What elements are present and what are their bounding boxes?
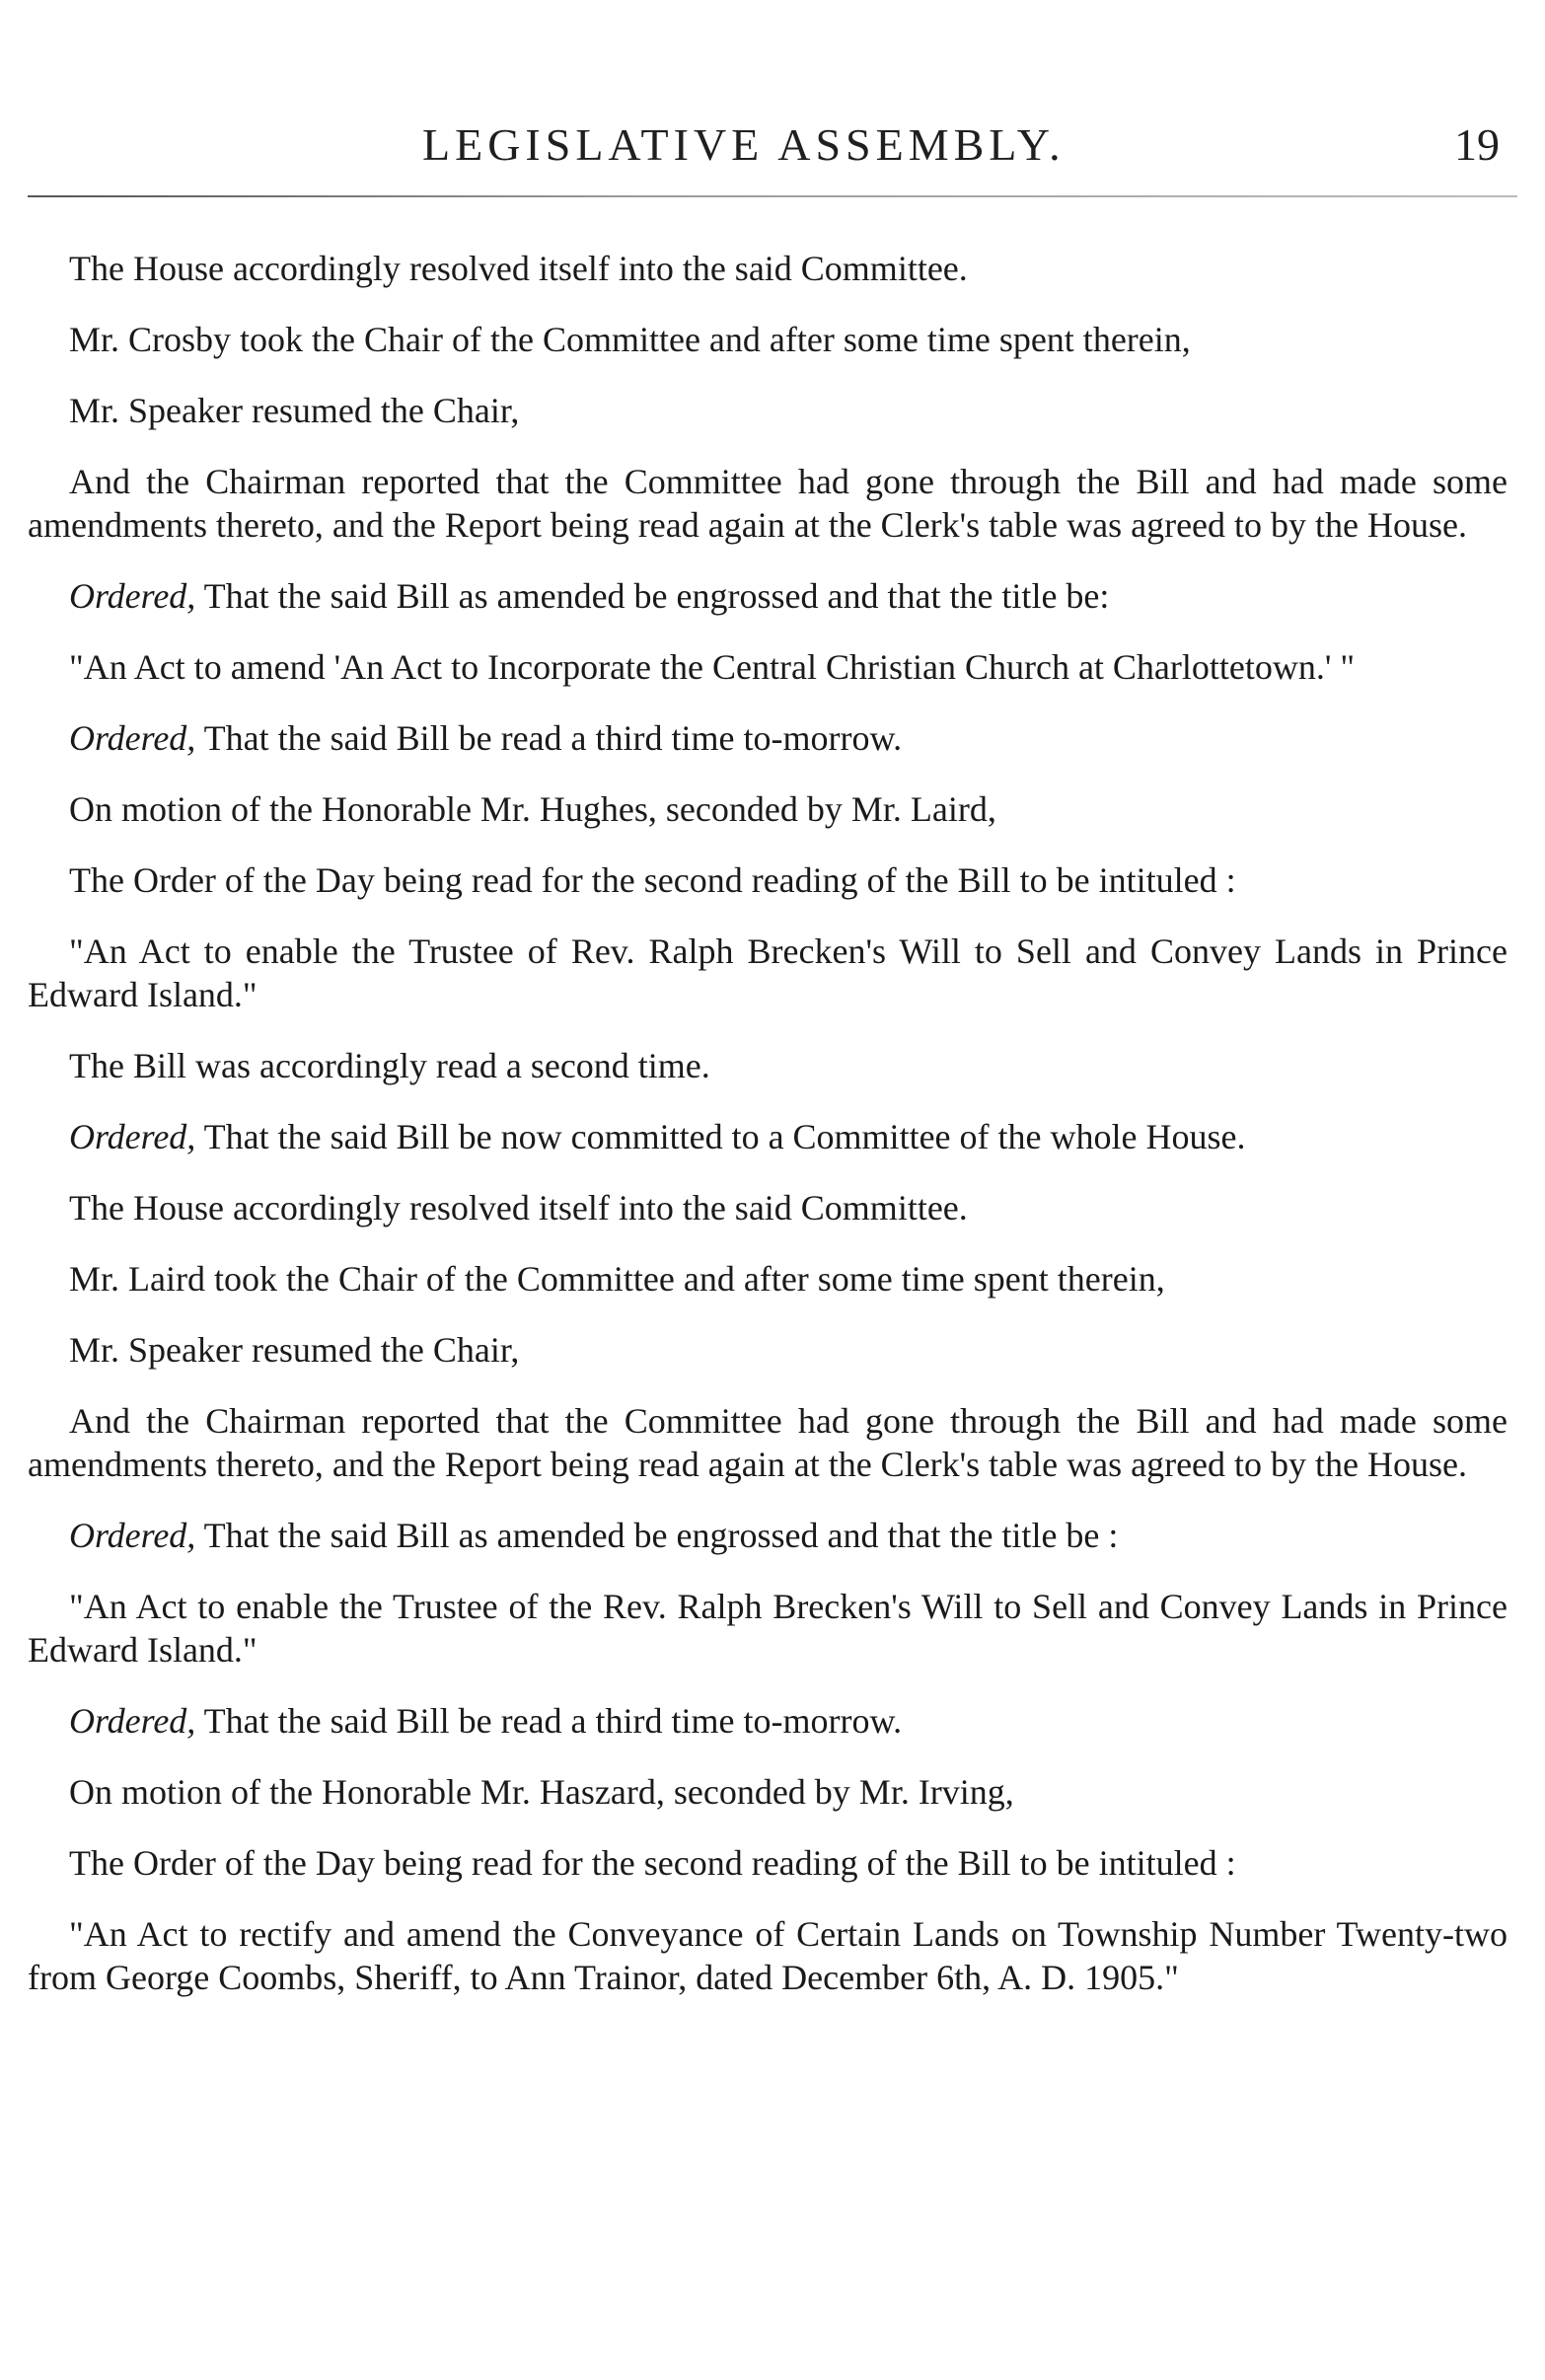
paragraph-text: The Order of the Day being read for the second reading of the Bill to be intituled :	[69, 860, 1236, 900]
ordered-paragraph	[28, 1514, 1508, 1557]
paragraph-text: That the said Bill be read a third time to-morrow.	[195, 718, 903, 758]
paragraph-text: The Bill was accordingly read a second time.	[69, 1046, 710, 1085]
paragraph-text: Mr. Laird took the Chair of the Committee and after some time spent therein,	[69, 1259, 1165, 1299]
paragraph	[28, 389, 1508, 432]
paragraph-text: Mr. Speaker resumed the Chair,	[69, 391, 520, 430]
ordered-label: Ordered,	[69, 576, 196, 616]
paragraph	[28, 1044, 1508, 1087]
paragraph	[28, 1257, 1508, 1301]
bill-title-quote	[28, 645, 1508, 689]
bill-title-quote	[28, 1912, 1508, 1999]
running-title: LEGISLATIVE ASSEMBLY.	[422, 119, 1066, 170]
paragraph-text: "An Act to amend 'An Act to Incorporate the Central Christian Church at Charlottetown.' "	[69, 647, 1356, 687]
paragraph-text: The Order of the Day being read for the second reading of the Bill to be intituled :	[69, 1843, 1236, 1883]
ordered-label: Ordered,	[69, 1117, 196, 1156]
body-text	[28, 247, 1508, 2027]
ordered-paragraph	[28, 1115, 1508, 1158]
page-header	[28, 109, 1508, 178]
paragraph-text: Mr. Speaker resumed the Chair,	[69, 1330, 520, 1370]
paragraph-text: And the Chairman reported that the Committee had gone through the Bill and had made some amendments thereto, and the Report being read again at the Clerk's table was agreed to by the House.	[28, 1401, 1508, 1484]
paragraph-text: And the Chairman reported that the Committee had gone through the Bill and had made some amendments thereto, and the Report being read again at the Clerk's table was agreed to by the House.	[28, 462, 1508, 545]
paragraph-text: On motion of the Honorable Mr. Haszard, seconded by Mr. Irving,	[69, 1772, 1014, 1812]
ordered-paragraph	[28, 1699, 1508, 1743]
paragraph-text: That the said Bill be read a third time to-morrow.	[195, 1701, 903, 1741]
paragraph	[28, 1399, 1508, 1486]
bill-title-quote	[28, 1585, 1508, 1672]
paragraph	[28, 1186, 1508, 1229]
paragraph	[28, 460, 1508, 547]
ordered-paragraph	[28, 574, 1508, 618]
paragraph-text: "An Act to rectify and amend the Conveyance of Certain Lands on Township Number Twenty-two from George Coombs, Sheriff, to Ann Trainor, dated December 6th, A. D. 1905."	[28, 1914, 1508, 1997]
paragraph	[28, 318, 1508, 361]
paragraph-text: On motion of the Honorable Mr. Hughes, seconded by Mr. Laird,	[69, 789, 996, 829]
paragraph	[28, 1328, 1508, 1372]
paragraph	[28, 247, 1508, 290]
paragraph-text: The House accordingly resolved itself into the said Committee.	[69, 249, 968, 288]
paragraph	[28, 787, 1508, 831]
paragraph-text: That the said Bill be now committed to a Committee of the whole House.	[195, 1117, 1246, 1156]
paragraph-text: "An Act to enable the Trustee of the Rev. Ralph Brecken's Will to Sell and Convey Lands in Prince Edward Island."	[28, 1587, 1508, 1670]
paragraph-text: "An Act to enable the Trustee of Rev. Ralph Brecken's Will to Sell and Convey Lands in Prince Edward Island."	[28, 931, 1508, 1014]
ordered-label: Ordered,	[69, 1701, 196, 1741]
paragraph	[28, 1841, 1508, 1885]
paragraph-text: The House accordingly resolved itself into the said Committee.	[69, 1188, 968, 1227]
ordered-label: Ordered,	[69, 1516, 196, 1555]
bill-title-quote	[28, 930, 1508, 1016]
page-number: 19	[1454, 119, 1500, 170]
paragraph-text: Mr. Crosby took the Chair of the Committee and after some time spent therein,	[69, 320, 1191, 359]
paragraph-text: That the said Bill as amended be engrossed and that the title be :	[195, 1516, 1119, 1555]
header-rule	[28, 195, 1517, 197]
paragraph	[28, 1770, 1508, 1814]
ordered-label: Ordered,	[69, 718, 196, 758]
ordered-paragraph	[28, 716, 1508, 760]
paragraph-text: That the said Bill as amended be engrossed and that the title be:	[195, 576, 1110, 616]
paragraph	[28, 858, 1508, 902]
